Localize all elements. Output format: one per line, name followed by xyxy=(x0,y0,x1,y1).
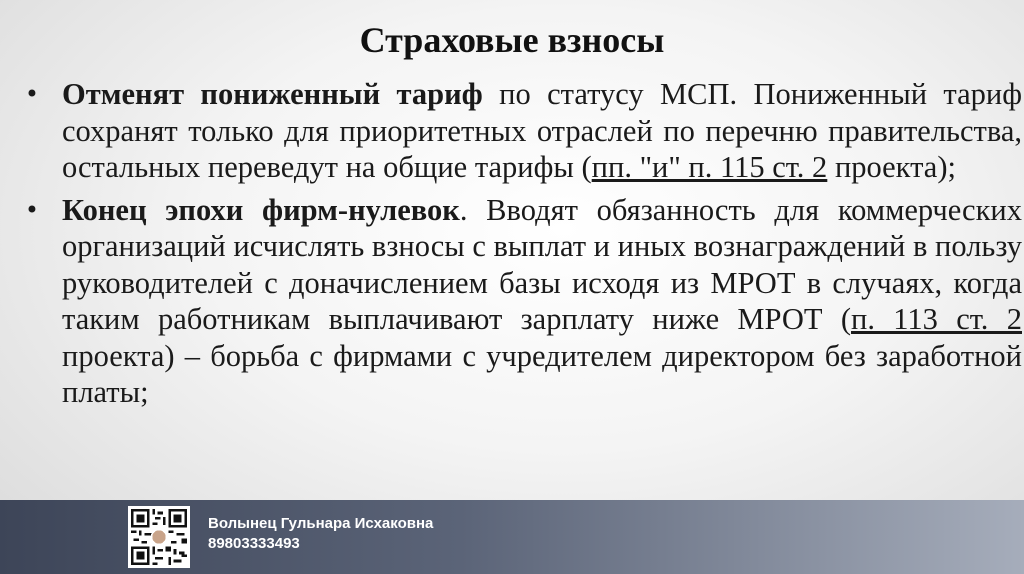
bullet-lead: Отменят пониженный тариф xyxy=(62,77,483,111)
bullet-marker: • xyxy=(24,80,40,108)
bullet-item-tariff xyxy=(22,76,1022,186)
slide-title: Страховые взносы xyxy=(359,20,665,60)
author-name: Волынец Гульнара Исхаковна xyxy=(208,515,434,532)
bullet-text-end: проекта); xyxy=(827,150,956,184)
bullet-list xyxy=(22,76,1022,417)
footer-bar xyxy=(0,500,1024,574)
bullet-text-end: проекта) – борьба с фирмами с учредителем директором без заработной платы; xyxy=(62,338,1022,409)
bullet-item-zero-firms xyxy=(22,192,1022,411)
bullet-text: по статусу МСП. Пониженный тариф сохранят только для приоритетных отраслей по перечню правительства, остальных переведут на общие тарифы ( xyxy=(62,77,1022,184)
law-reference-link[interactable]: п. 113 ст. 2 xyxy=(851,302,1022,336)
bullet-marker: • xyxy=(24,195,40,224)
bullet-text: . Вводят обязанность для коммерческих организаций исчислять взносы с выплат и иных вознаграждений в пользу руководителей с доначислением базы исходя из МРОТ в случаях, когда таким работникам выплачивают зарплату ниже МРОТ ( xyxy=(62,192,1022,336)
author-phone: 89803333493 xyxy=(208,535,300,552)
law-reference-link[interactable]: пп. "и" п. 115 ст. 2 xyxy=(591,150,828,184)
author-info xyxy=(208,514,433,554)
bullet-lead: Конец эпохи фирм-нулевок xyxy=(62,192,460,227)
qr-code-graphic xyxy=(131,509,187,565)
qr-code-icon[interactable] xyxy=(128,506,190,568)
